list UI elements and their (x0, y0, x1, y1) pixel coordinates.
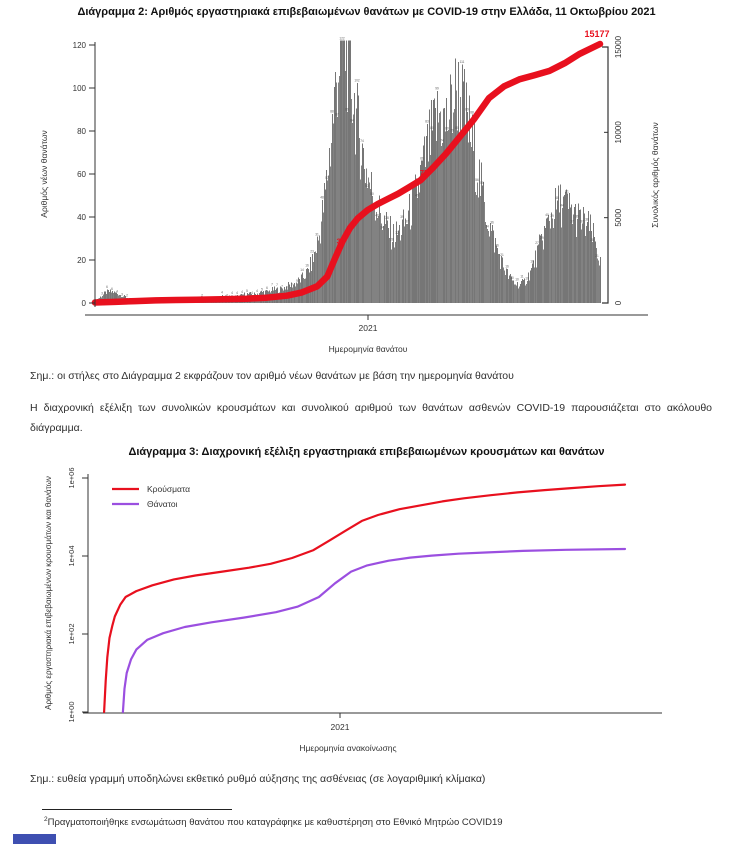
svg-text:38: 38 (585, 217, 589, 222)
svg-text:23: 23 (310, 249, 314, 254)
svg-text:9: 9 (296, 279, 298, 284)
svg-text:51: 51 (565, 189, 569, 194)
svg-text:6: 6 (111, 286, 113, 291)
y-right-tick-label: 10000 (614, 121, 623, 144)
diagram3-chart (0, 462, 733, 762)
svg-text:18: 18 (530, 259, 534, 264)
svg-text:10: 10 (515, 277, 519, 282)
svg-text:40: 40 (545, 212, 549, 217)
svg-text:4: 4 (231, 290, 233, 295)
svg-text:37: 37 (405, 219, 409, 224)
log-tick-label: 1e+02 (67, 623, 76, 645)
svg-text:53: 53 (365, 183, 369, 188)
y-left-tick-label: 80 (77, 126, 86, 136)
svg-text:7: 7 (276, 283, 278, 288)
svg-text:26: 26 (495, 243, 499, 248)
svg-text:16: 16 (505, 264, 509, 269)
svg-text:37: 37 (570, 219, 574, 224)
footnote-superscript: 2 (44, 816, 48, 823)
svg-text:3: 3 (121, 292, 123, 297)
cumulative-milestone-label: 75 (419, 168, 429, 178)
svg-text:79: 79 (450, 128, 454, 133)
footnote-divider (42, 809, 232, 810)
y-left-tick-label: 20 (77, 255, 86, 265)
series-line-Θάνατοι (123, 549, 625, 712)
svg-text:27: 27 (535, 241, 539, 246)
legend-label: Κρούσματα (147, 484, 191, 494)
svg-text:102: 102 (354, 78, 360, 83)
svg-text:4: 4 (116, 289, 118, 294)
svg-text:31: 31 (315, 232, 319, 237)
svg-text:55: 55 (480, 181, 484, 186)
y-right-tick-label: 15000 (614, 35, 623, 59)
svg-text:34: 34 (485, 224, 489, 229)
svg-text:14: 14 (300, 268, 304, 273)
svg-text:34: 34 (380, 225, 384, 230)
svg-text:80: 80 (430, 126, 434, 131)
svg-text:11: 11 (520, 274, 524, 279)
y-right-axis-title: Συνολικός αριθμός θανάτων (650, 122, 660, 228)
svg-text:39: 39 (400, 214, 404, 219)
footnote-text: Πραγματοποιήθηκε ενσωμάτωση θανάτου που καταγράφηκε με καθυστέρηση στο Εθνικό Μητρώο COVID19 (47, 817, 503, 829)
y-left-axis-title: Αριθμός νέων θανάτων (39, 130, 49, 218)
svg-text:50: 50 (370, 191, 374, 196)
y-left-tick-label: 0 (81, 298, 86, 308)
svg-text:88: 88 (330, 109, 334, 114)
svg-text:16: 16 (305, 263, 309, 268)
x-axis-title: Ημερομηνία ανακοίνωσης (299, 743, 397, 753)
svg-text:32: 32 (395, 230, 399, 235)
svg-text:74: 74 (360, 139, 364, 144)
svg-text:74: 74 (440, 138, 444, 143)
x-axis-title: Ημερομηνία θανάτου (328, 344, 408, 354)
svg-text:7: 7 (271, 282, 273, 287)
y-left-tick-label: 120 (72, 40, 86, 50)
svg-text:4: 4 (221, 290, 223, 295)
svg-text:5: 5 (261, 287, 263, 292)
svg-text:36: 36 (490, 220, 494, 225)
svg-text:6: 6 (106, 284, 108, 289)
svg-text:57: 57 (325, 176, 329, 181)
svg-text:39: 39 (550, 213, 554, 218)
svg-text:4: 4 (241, 290, 243, 295)
x-tick-label: 2021 (330, 722, 350, 732)
svg-text:44: 44 (560, 203, 564, 208)
diagram2-title: Διάγραμμα 2: Αριθμός εργαστηριακά επιβεβαιωμένων θανάτων με COVID-19 στην Ελλάδα, 11 Οκτωβρίου 2021 (77, 6, 656, 18)
legend-label: Θάνατοι (147, 499, 178, 509)
y-left-tick-label: 40 (77, 212, 86, 222)
y-left-tick-label: 60 (77, 169, 86, 179)
svg-text:84: 84 (350, 118, 354, 123)
total-deaths-label: 15177 (584, 29, 610, 39)
svg-text:37: 37 (580, 219, 584, 224)
y-right-tick-label: 0 (614, 300, 623, 306)
svg-text:6: 6 (266, 285, 268, 290)
svg-text:2: 2 (201, 293, 203, 298)
svg-text:80: 80 (455, 125, 459, 130)
intro-paragraph: Η διαχρονική εξέλιξη των συνολικών κρουσμάτων και συνολικού αριθμού των θανάτων ασθενών COVID-19 παρουσιάζεται στο ακόλουθο διάγραμμα. (30, 402, 712, 435)
svg-text:29: 29 (540, 236, 544, 241)
svg-text:49: 49 (415, 193, 419, 198)
link-annotation-box[interactable] (13, 834, 56, 844)
svg-text:4: 4 (236, 290, 238, 295)
svg-text:28: 28 (390, 237, 394, 242)
svg-text:38: 38 (385, 215, 389, 220)
diagram3-title: Διάγραμμα 3: Διαχρονική εξέλιξη εργαστηριακά επιβεβαιωμένων κρουσμάτων και θανάτων (128, 446, 605, 458)
series-line-Κρούσματα (104, 485, 625, 712)
svg-text:89: 89 (465, 107, 469, 112)
y-right-tick-label: 5000 (614, 208, 623, 227)
x-tick-label: 2021 (358, 323, 378, 333)
svg-text:89: 89 (345, 107, 349, 112)
svg-text:7: 7 (281, 284, 283, 289)
svg-text:4: 4 (251, 290, 253, 295)
svg-text:10: 10 (525, 276, 529, 281)
svg-text:66: 66 (420, 156, 424, 161)
log-tick-label: 1e+06 (67, 467, 76, 489)
svg-text:83: 83 (425, 119, 429, 124)
svg-text:87: 87 (335, 112, 339, 117)
log-tick-label: 1e+04 (67, 545, 76, 567)
svg-text:6: 6 (286, 285, 288, 290)
diagram2-note: Σημ.: οι στήλες στο Διάγραμμα 2 εκφράζουν τον αριθμό νέων θανάτων με βάση την ημερομηνία θανάτου (30, 370, 514, 382)
diagram3-note: Σημ.: ευθεία γραμμή υποδηλώνει εκθετικό ρυθμό αύξησης της ασθένειας (σε λογαριθμική κλίμακα) (30, 773, 486, 785)
svg-text:53: 53 (410, 183, 414, 188)
svg-text:80: 80 (445, 126, 449, 131)
svg-text:21: 21 (595, 253, 599, 258)
svg-text:48: 48 (320, 195, 324, 200)
svg-text:88: 88 (470, 110, 474, 115)
log-tick-label: 1e+00 (67, 701, 76, 723)
svg-text:10: 10 (510, 276, 514, 281)
svg-text:122: 122 (339, 36, 345, 41)
y-left-tick-label: 100 (72, 83, 86, 93)
svg-text:111: 111 (459, 60, 465, 65)
svg-text:56: 56 (475, 178, 479, 183)
svg-text:4: 4 (256, 289, 258, 294)
footnote (44, 816, 704, 828)
y-axis-title: Αριθμός εργαστηριακά επιβεβαιωμένων κρουσμάτων και θανάτων (44, 476, 53, 710)
svg-text:21: 21 (500, 252, 504, 257)
svg-text:28: 28 (590, 237, 594, 242)
diagram2-chart (0, 28, 733, 360)
svg-text:39: 39 (575, 214, 579, 219)
svg-text:99: 99 (435, 86, 439, 91)
cumulative-milestone-label: 38 (336, 236, 345, 246)
svg-text:3: 3 (101, 291, 103, 296)
svg-text:40: 40 (375, 213, 379, 218)
svg-text:2: 2 (226, 293, 228, 298)
svg-text:2: 2 (126, 293, 128, 298)
svg-text:5: 5 (246, 288, 248, 293)
svg-text:7: 7 (291, 283, 293, 288)
svg-text:48: 48 (555, 196, 559, 201)
